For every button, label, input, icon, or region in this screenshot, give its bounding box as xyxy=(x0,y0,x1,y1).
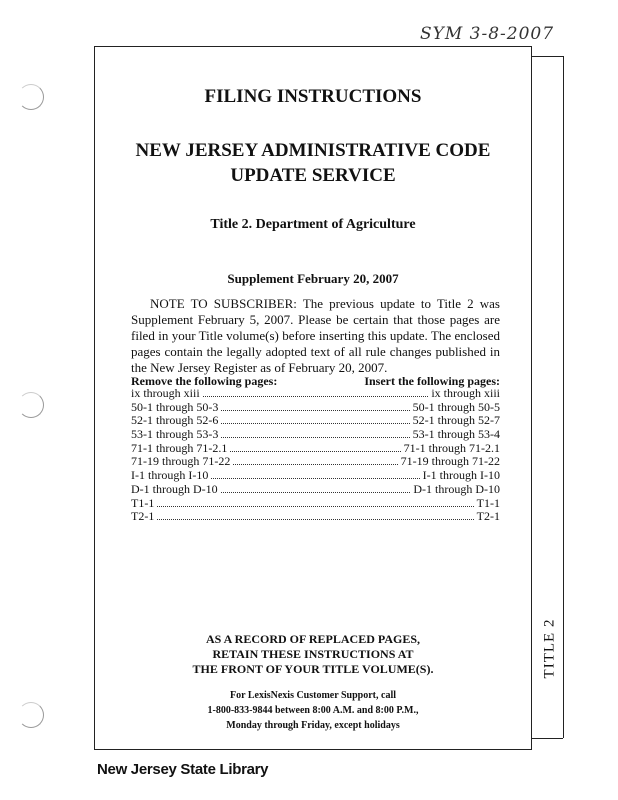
tab-border-right xyxy=(563,56,564,738)
support-line: 1-800-833-9844 between 8:00 A.M. and 8:00 P.M., xyxy=(207,705,419,716)
page-table xyxy=(131,387,500,524)
table-row xyxy=(131,497,500,511)
page-border-top xyxy=(94,46,532,47)
table-row xyxy=(131,455,500,469)
leader-dots xyxy=(211,470,419,479)
note-body: The previous update to Title 2 was Supplement February 5, 2007. Please be certain that those pages are filed in your Title volume(s) before inserting this update. The enclosed pages contain the legally adopted text of all rule changes published in the New Jersey Register as of February 20, 2007. xyxy=(131,296,500,375)
table-row xyxy=(131,387,500,401)
support-line: Monday through Friday, except holidays xyxy=(226,720,400,731)
code-title xyxy=(94,138,532,188)
table-row xyxy=(131,428,500,442)
note-lead: NOTE TO SUBSCRIBER: xyxy=(150,296,297,311)
retain-line: AS A RECORD OF REPLACED PAGES, xyxy=(205,632,421,646)
table-row xyxy=(131,483,500,497)
leader-dots xyxy=(221,402,409,411)
retain-line: THE FRONT OF YOUR TITLE VOLUME(S). xyxy=(192,662,434,676)
remove-cell: 50-1 through 50-3 xyxy=(131,399,219,414)
leader-dots xyxy=(233,456,397,465)
insert-cell: D-1 through D-10 xyxy=(413,481,500,496)
remove-cell: ix through xiii xyxy=(131,386,200,400)
department-subtitle: Title 2. Department of Agriculture xyxy=(210,217,416,232)
insert-cell: I-1 through I-10 xyxy=(422,468,500,483)
leader-dots xyxy=(157,511,473,520)
insert-cell: 71-19 through 71-22 xyxy=(400,454,500,469)
insert-cell: 71-1 through 71-2.1 xyxy=(403,440,500,455)
title-tab-label: TITLE 2 xyxy=(541,618,558,679)
tab-border-bottom xyxy=(531,738,563,739)
remove-cell: 71-1 through 71-2.1 xyxy=(131,440,228,455)
retain-line: RETAIN THESE INSTRUCTIONS AT xyxy=(212,647,414,661)
handwritten-note: SYM 3-8-2007 xyxy=(420,24,555,44)
table-row xyxy=(131,510,500,524)
page-title: FILING INSTRUCTIONS xyxy=(204,86,422,107)
table-row xyxy=(131,414,500,428)
insert-cell: T1-1 xyxy=(476,495,500,510)
punch-hole-icon xyxy=(18,84,44,110)
library-stamp: New Jersey State Library xyxy=(97,761,269,778)
insert-cell: 50-1 through 50-5 xyxy=(412,399,500,414)
leader-dots xyxy=(203,388,429,397)
support-info xyxy=(94,688,532,733)
leader-dots xyxy=(221,429,409,438)
remove-cell: T1-1 xyxy=(131,495,155,510)
punch-hole-icon xyxy=(18,392,44,418)
insert-cell: 53-1 through 53-4 xyxy=(412,427,500,442)
remove-cell: 53-1 through 53-3 xyxy=(131,427,219,442)
subscriber-note xyxy=(131,296,500,376)
insert-cell: ix through xiii xyxy=(431,386,500,400)
insert-cell: T2-1 xyxy=(476,509,500,524)
support-line: For LexisNexis Customer Support, call xyxy=(229,690,396,701)
tab-border-top xyxy=(531,56,563,57)
table-row xyxy=(131,469,500,483)
remove-cell: D-1 through D-10 xyxy=(131,481,218,496)
table-row xyxy=(131,442,500,456)
supplement-date: Supplement February 20, 2007 xyxy=(227,271,399,286)
punch-hole-icon xyxy=(18,702,44,728)
insert-cell: 52-1 through 52-7 xyxy=(412,413,500,428)
remove-header: Remove the following pages: xyxy=(131,374,278,388)
leader-dots xyxy=(157,498,473,507)
remove-cell: 52-1 through 52-6 xyxy=(131,413,219,428)
remove-cell: T2-1 xyxy=(131,509,155,524)
retain-notice xyxy=(94,632,532,677)
insert-header: Insert the following pages: xyxy=(364,374,500,388)
table-row xyxy=(131,401,500,415)
page-border-bottom xyxy=(94,749,532,750)
remove-cell: I-1 through I-10 xyxy=(131,468,209,483)
code-title-line: UPDATE SERVICE xyxy=(230,165,396,186)
remove-cell: 71-19 through 71-22 xyxy=(131,454,231,469)
leader-dots xyxy=(221,484,411,493)
leader-dots xyxy=(221,415,409,424)
leader-dots xyxy=(230,443,400,452)
code-title-line: NEW JERSEY ADMINISTRATIVE CODE xyxy=(135,140,491,161)
